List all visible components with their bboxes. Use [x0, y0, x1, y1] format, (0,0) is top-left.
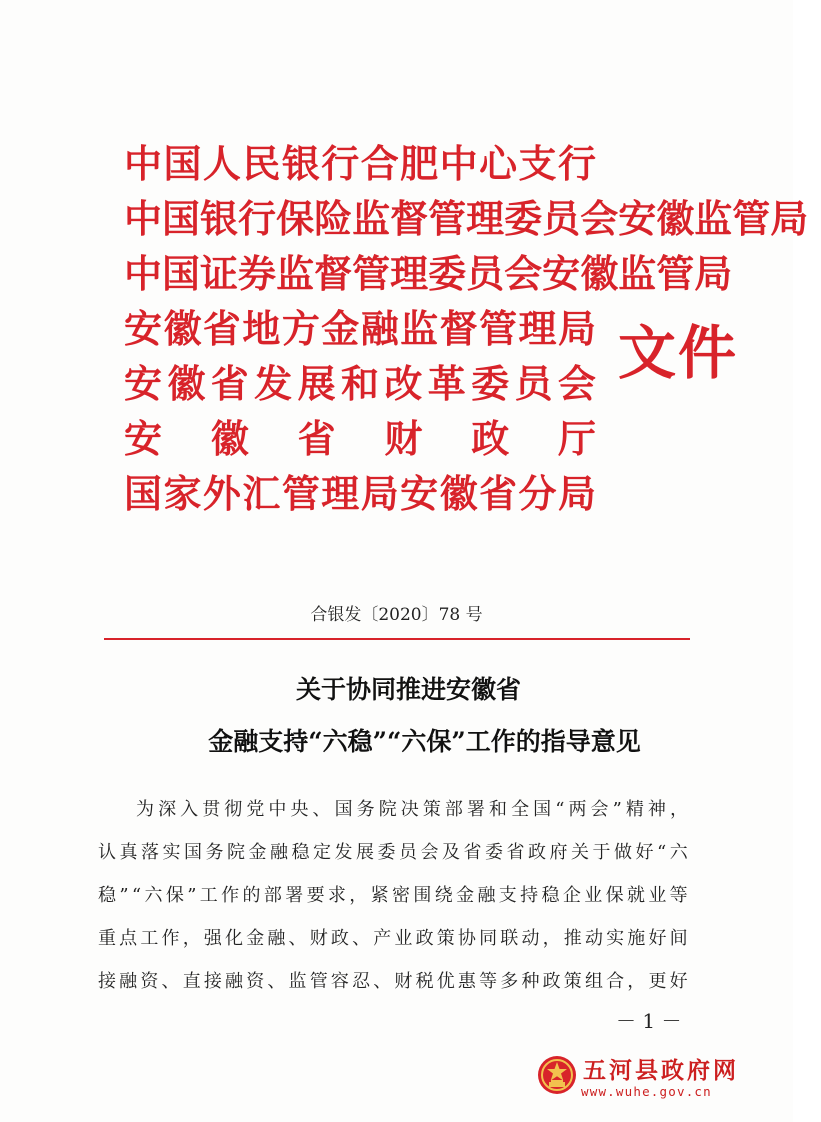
body-line: 为 深 入 贯 彻 党 中 央 、 国 务 院 决 策 部 署 和 全 国 “ 两 会 ” 精 神 ，	[136, 799, 688, 820]
issuer-line: 国 家 外 汇 管 理 局 安 徽 省 分 局	[124, 471, 596, 516]
red-divider	[104, 638, 690, 640]
issuer-line: 中 国 人 民 银 行 合 肥 中 心 支 行	[124, 141, 596, 186]
issuer-line: 安 徽 省 财 政 厅	[124, 416, 596, 461]
watermark-url: www.wuhe.gov.cn	[581, 1084, 712, 1099]
watermark-site-name: 五河县政府网	[583, 1058, 739, 1084]
document-title-line-2: 金融支持“六稳”“六保”工作的指导意见	[208, 727, 641, 756]
issuer-line: 安 徽 省 地 方 金 融 监 督 管 理 局	[124, 306, 596, 351]
issuer-line: 安 徽 省 发 展 和 改 革 委 员 会	[124, 361, 596, 406]
issuer-line: 中 国 银 行 保 险 监 督 管 理 委 员 会 安 徽 监 管 局	[124, 196, 809, 241]
body-line: 重 点 工 作 ， 强 化 金 融 、 财 政 、 产 业 政 策 协 同 联 动 ， 推 动 实 施 好 间	[98, 928, 688, 949]
national-emblem-icon	[537, 1055, 577, 1095]
document-type-label: 文件	[618, 319, 739, 387]
document-title-line-1: 关于协同推进安徽省	[295, 675, 521, 704]
body-line: 稳 ” “ 六 保 ” 工 作 的 部 署 要 求 ， 紧 密 围 绕 金 融 支 持 稳 企 业 保 就 业 等	[98, 885, 688, 906]
issuer-line: 中 国 证 券 监 督 管 理 委 员 会 安 徽 监 管 局	[124, 251, 733, 296]
body-line: 接 融 资 、 直 接 融 资 、 监 管 容 忍 、 财 税 优 惠 等 多 种 政 策 组 合 ， 更 好	[98, 971, 688, 992]
site-watermark	[537, 1052, 747, 1108]
body-paragraph	[98, 788, 688, 1003]
page-number: － 1 －	[616, 1009, 682, 1033]
body-line: 认 真 落 实 国 务 院 金 融 稳 定 发 展 委 员 会 及 省 委 省 政 府 关 于 做 好 “ 六	[98, 842, 688, 863]
document-number: 合银发〔2020〕78 号	[310, 605, 483, 625]
